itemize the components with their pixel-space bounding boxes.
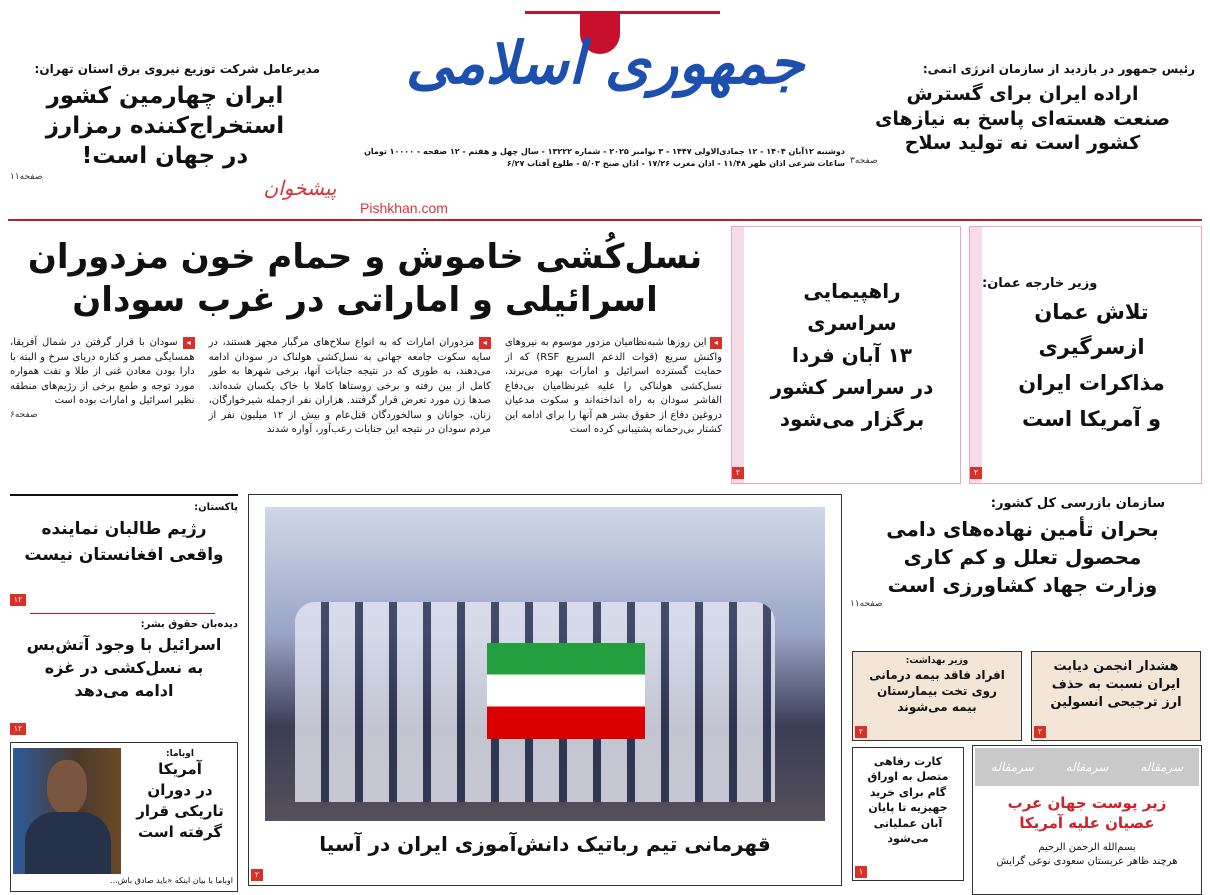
editorial-band: سرمقاله سرمقاله سرمقاله xyxy=(975,748,1199,786)
headline: بحران تأمین نهاده‌های دامی محصول تعلل و کم کاری وزارت جهاد کشاورزی است xyxy=(886,517,1159,597)
page-badge: ۲ xyxy=(855,726,867,738)
health-box[interactable] xyxy=(852,651,1022,741)
column-text: سودان با قرار گرفتن در شمال آفریقا، همسایگی مصر و کناره دریای سرخ و البته با دارا بودن معادن غنی از طلا و نفت همواره مورد توجه و طمع برخی از رژیم‌های منطقه نظیر اسرائیل و امارات بوده است xyxy=(10,337,195,406)
divider xyxy=(8,219,1202,221)
person-head xyxy=(47,760,87,814)
column-text: این روزها شبه‌نظامیان مزدور موسوم به نیروهای واکنش سریع (قوات الدعم السریع RSF) که از حمایت گسترده اسرائیل و امارات بهره می‌برند، نسل‌کشی هولناکی را علیه غیرنظامیان بی‌دفاع الفاشر سودان به راه انداخته‌اند و سکوت مدعیان دروغین دفاع از حقوق بشر هم آنها را برای ادامه این کشتار بی‌رحمانه پشتیبانی کرده است xyxy=(504,337,722,435)
obama-photo xyxy=(13,748,121,874)
page-badge: ۲ xyxy=(1034,726,1046,738)
headline: هشدار انجمن دیابت ایران نسبت به حذف ارز ترجیحی انسولین xyxy=(1050,659,1182,711)
red-drip-logo-accent xyxy=(525,11,720,14)
divider xyxy=(30,613,215,614)
teaser-text: اوباما با بیان اینکه «باید صادق باش... xyxy=(110,876,233,885)
page-badge: ۱ xyxy=(855,866,867,878)
bullet-icon: ◂ xyxy=(183,337,195,349)
iran-flag xyxy=(487,643,645,739)
page-ref: صفحه۱۱ xyxy=(850,599,883,609)
bullet-icon: ◂ xyxy=(479,337,491,349)
kicker: مدیرعامل شرکت توزیع نیروی برق استان تهران: xyxy=(34,62,320,76)
headline: ایران چهارمین کشور استخراج‌کننده رمزارز در جهان است! xyxy=(45,83,285,169)
robotics-team-photo xyxy=(265,507,825,821)
kicker: اوباما: xyxy=(166,749,194,759)
prayer-times: ساعات شرعی اذان ظهر ۱۱/۴۸ - اذان مغرب ۱۷/۲۶ - اذان صبح ۵/۰۳ - طلوع آفتاب ۶/۲۷ xyxy=(506,159,845,168)
editorial-body: بسم‌الله الرحمن الرحیم هرچند ظاهر عربستان سعودی نوعی گرایش xyxy=(996,842,1178,867)
photo-story[interactable] xyxy=(248,494,842,886)
column-text: مزدوران امارات که به انواع سلاح‌های مرگبار مجهز هستند، در سایه سکوت جامعه جهانی به نسل‌کشی هولناک در سودان ادامه می‌دهند، به طوری که در نتیجه جنایات آنها، برخی شهرها به طور کامل از بین رفته و برخی روستاها کاملا با خاک یکسان شده‌اند. صدها زن مورد تعرض قرار گرفتند. هزاران نفر ازجمله شیرخوارگان، زنان، جوانان و سالخوردگان قتل‌عام و بیش از ۱۲ میلیون نفر از مردم سودان در نتیجه این جنایات رعب‌آور، آواره شدند xyxy=(208,337,491,435)
page-badge: ۱۲ xyxy=(10,594,26,606)
headline: آمریکا در دوران تاریکی قرار گرفته است xyxy=(136,760,224,841)
headline: اراده ایران برای گسترش صنعت هسته‌ای پاسخ به نیازهای کشور است نه تولید سلاح xyxy=(874,83,1171,155)
diabetes-box[interactable] xyxy=(1031,651,1201,741)
kicker: دیده‌بان حقوق بشر: xyxy=(140,619,238,630)
watermark-fa: پیشخوان xyxy=(263,176,337,200)
watermark-en: Pishkhan.com xyxy=(360,200,448,216)
rally-box[interactable]: راهپیمایی سراسری ۱۳ آبان فردا در سراسر کشور برگزار می‌شود ۲ xyxy=(731,226,961,484)
oman-box[interactable]: وزیر خارجه عمان: تلاش عمان ازسرگیری مذاکرات ایران و آمریکا است ۲ xyxy=(969,226,1202,484)
pakistan-story[interactable] xyxy=(10,494,238,608)
page-ref: صفحه۶ xyxy=(10,409,38,420)
editorial-box[interactable] xyxy=(972,745,1202,895)
kicker: پاکستان: xyxy=(194,502,238,513)
inspection-story[interactable] xyxy=(850,496,1195,609)
headline: رژیم طالبان نماینده واقعی افغانستان نیست xyxy=(24,519,224,565)
headline: اسرائیل با وجود آتش‌بس به نسل‌کشی در غزه ادامه می‌دهد xyxy=(26,635,222,701)
headline: افراد فاقد بیمه درمانی روی تخت بیمارستان بیمه می‌شوند xyxy=(869,668,1005,715)
page-badge: ۲ xyxy=(970,467,982,479)
headline: کارت رفاهی متصل به اوراق گام برای خرید جهیزیه تا پایان آبان عملیاتی می‌شود xyxy=(867,755,949,845)
main-headline[interactable]: نسل‌کُشی خاموش و حمام خون مزدوران اسرائیلی و اماراتی در غرب سودان xyxy=(27,237,703,320)
page-ref: صفحه۳ xyxy=(850,156,878,167)
page-badge: ۲ xyxy=(732,467,744,479)
bullet-icon: ◂ xyxy=(710,337,722,349)
main-columns xyxy=(10,336,722,438)
top-left-story[interactable] xyxy=(10,62,320,182)
page-badge: ۱۲ xyxy=(10,723,26,735)
person-body xyxy=(25,812,111,874)
obama-story[interactable] xyxy=(10,742,238,892)
masthead xyxy=(380,6,830,136)
kicker: وزیر بهداشت: xyxy=(905,656,969,666)
page-badge: ۲ xyxy=(251,869,263,881)
editorial-headline: زیر پوست جهان عرب عصیان علیه آمریکا xyxy=(1007,794,1167,832)
date-line: دوشنبه ۱۲آبان ۱۴۰۴ - ۱۲ جمادی‌الاولی ۱۴۴۷ - ۳ نوامبر ۲۰۲۵ - شماره ۱۳۲۲۲ - سال چهل و هفتم - ۱۲ صفحه - ۱۰۰۰۰ تومان xyxy=(364,147,845,156)
top-right-story[interactable] xyxy=(850,62,1195,166)
kicker: رئیس جمهور در بازدید از سازمان انرژی اتمی: xyxy=(922,62,1195,76)
masthead-title: جمهوری اسلامی xyxy=(405,29,805,97)
date-block xyxy=(360,146,845,170)
kicker: سازمان بازرسی کل کشور: xyxy=(990,496,1165,511)
page-ref: صفحه۱۱ xyxy=(10,171,43,182)
photo-caption: قهرمانی تیم رباتیک دانش‌آموزی ایران در آسیا xyxy=(319,832,771,856)
card-box[interactable] xyxy=(852,747,964,881)
rights-story[interactable] xyxy=(10,619,238,737)
